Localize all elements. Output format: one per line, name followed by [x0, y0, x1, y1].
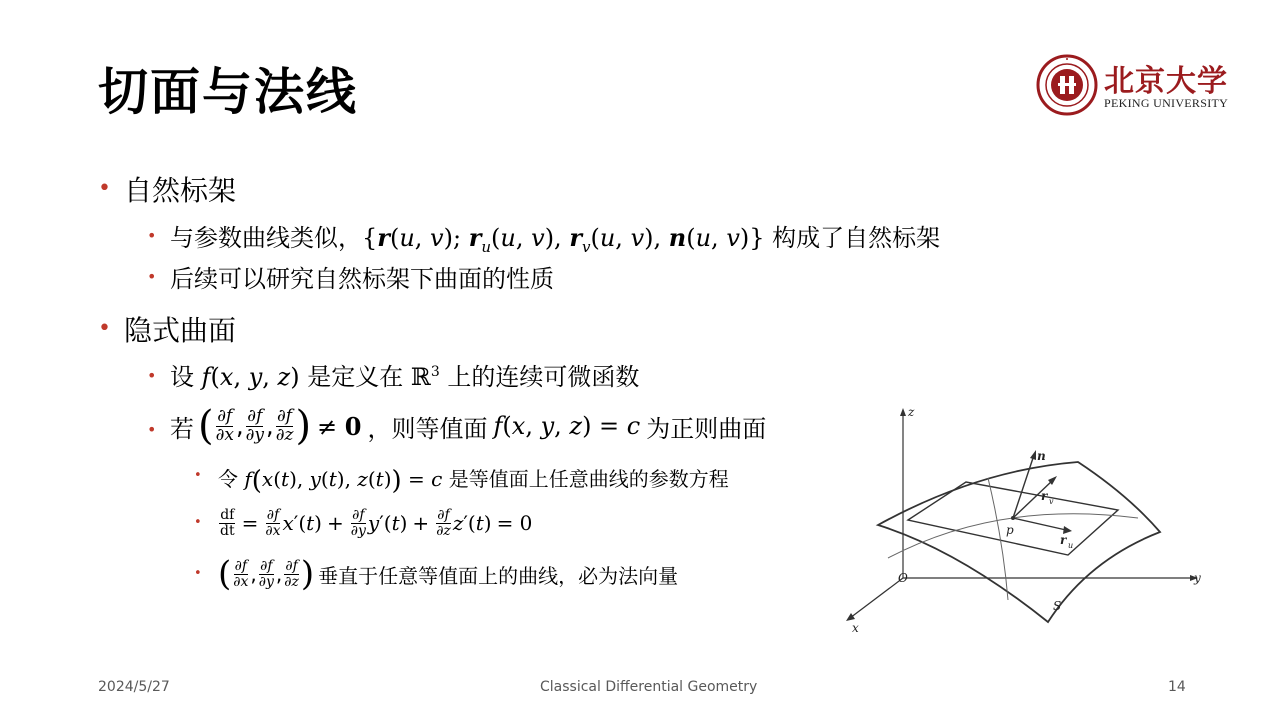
- math-frame: {r(u, v); $r_u(u$, v), $r_v(u$, v), n(u, v)}: [362, 223, 765, 256]
- label-z: z: [908, 405, 915, 419]
- sub-item: 令 f(x(t), y(t), z(t)) = c 是等值面上任意曲线的参数方程: [218, 466, 729, 496]
- pku-emblem-icon: [1036, 54, 1098, 116]
- bullet: •: [98, 176, 111, 201]
- label-origin: O: [898, 571, 908, 585]
- footer-date: 2024/5/27: [98, 679, 170, 695]
- bullet: •: [147, 366, 157, 385]
- ru-vector: [1013, 518, 1066, 530]
- item-text: 若: [170, 414, 194, 443]
- label-rv-sub: v: [1049, 497, 1054, 506]
- item-text: 是定义在: [307, 363, 404, 391]
- section-heading: 自然标架: [124, 174, 237, 207]
- sub-item: $\frac{df}{dt}$ = $\frac{\partial f}{\partial x}$ x ′( t ) + $\frac{\partial f}{\partial y}$ y ′( t ) + $\frac{\partial f}{\partial z}$ z ′( t ) = 0: [220, 506, 533, 539]
- bullet: •: [194, 515, 202, 530]
- label-S: S: [1053, 599, 1062, 613]
- item-text: 为正则曲面: [646, 414, 767, 443]
- label-ru-sub: u: [1068, 541, 1074, 550]
- item-text: 令: [218, 467, 238, 491]
- sub-item: ( $\frac{\partial f}{\partial x}$ , $\frac{\partial f}{\partial y}$ , $\frac{\partial f}{\partial z}$ ) 垂直于任意等值面上的曲线，必为法向量: [218, 554, 679, 594]
- section-heading: 隐式曲面: [124, 314, 237, 347]
- surface-S: [878, 462, 1160, 622]
- item-text: 设: [170, 363, 194, 391]
- list-item: 设 f(x, y, z) 是定义在 ℝ$^3$ 上的连续可微函数: [170, 363, 640, 391]
- item-text: 是等值面上任意曲线的参数方程: [448, 467, 729, 491]
- bullet: •: [194, 468, 202, 483]
- page-number: 14: [1168, 679, 1186, 695]
- logo-english: PEKING UNIVERSITY: [1104, 96, 1229, 110]
- list-item: 若 ( $\frac{\partial f}{\partial x}$ , $\frac{\partial f}{\partial y}$ , $\frac{\partial f}{\partial z}$ ) ≠ 0 ，则等值面 f(x, y, z) = c 为正则曲面: [170, 403, 767, 449]
- label-x: x: [852, 621, 859, 635]
- item-text: 构成了自然标架: [772, 224, 941, 252]
- list-item: [170, 218, 940, 256]
- surface-figure: [838, 400, 1218, 635]
- x-axis: [850, 578, 903, 618]
- item-text: 上的连续可微函数: [447, 363, 640, 391]
- bullet: •: [98, 316, 111, 341]
- list-item: 后续可以研究自然标架下曲面的性质: [170, 265, 554, 293]
- item-text: 垂直于任意等值面上的曲线，必为法向量: [318, 563, 679, 588]
- label-ru: r: [1060, 533, 1067, 547]
- bullet: •: [147, 226, 157, 245]
- label-y: y: [1194, 571, 1201, 585]
- label-rv: r: [1041, 489, 1048, 503]
- pku-logo: [1036, 56, 1236, 116]
- item-text: ，则等值面: [367, 414, 488, 443]
- logo-chinese: 北京大学: [1104, 64, 1228, 99]
- page-title: 切面与法线: [98, 63, 358, 121]
- item-text: 与参数曲线类似，: [170, 224, 362, 252]
- bullet: •: [147, 420, 157, 439]
- label-n: n: [1037, 449, 1046, 463]
- label-p: p: [1006, 523, 1014, 537]
- footer-course: Classical Differential Geometry: [540, 679, 758, 695]
- bullet: •: [194, 566, 202, 581]
- bullet: •: [147, 267, 157, 286]
